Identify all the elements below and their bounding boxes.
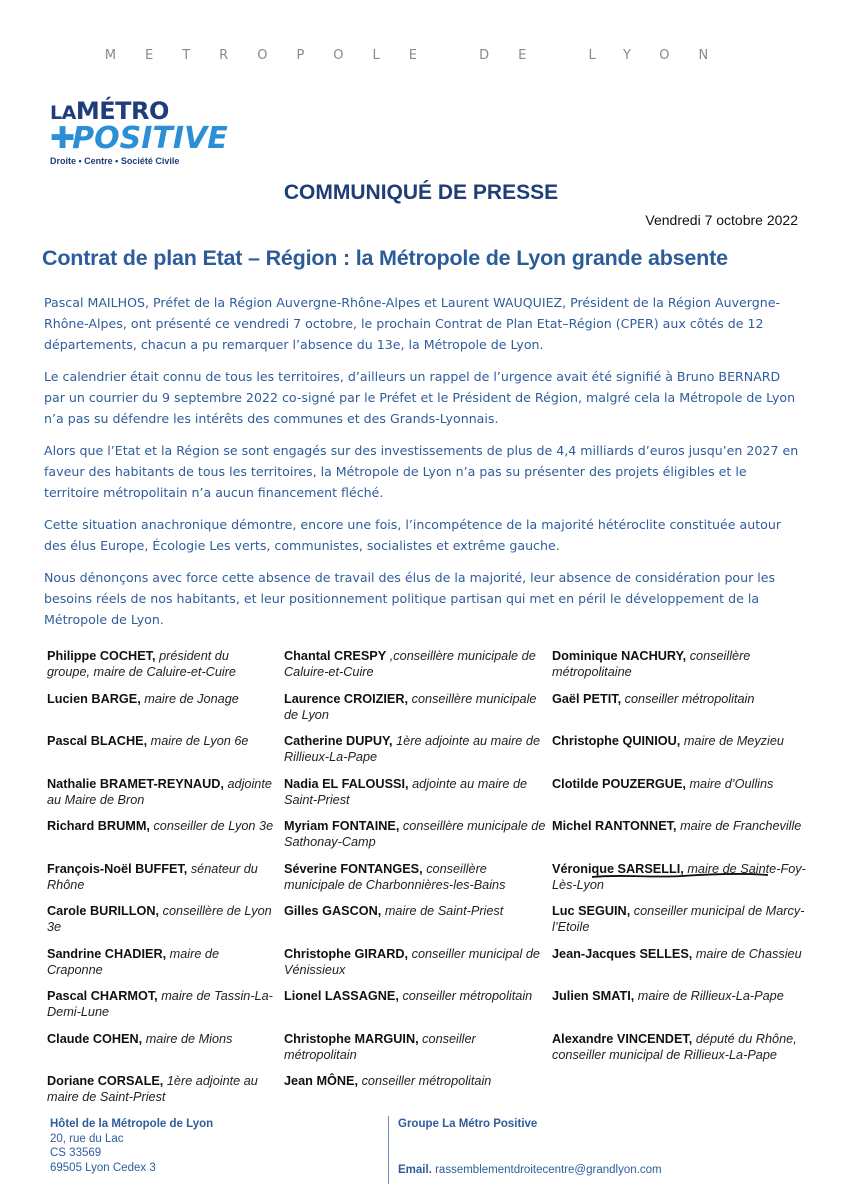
signatory-name: Doriane CORSALE, <box>47 1074 164 1088</box>
signatory <box>284 1031 546 1074</box>
signatories-column-1 <box>47 648 275 1116</box>
date: Vendredi 7 octobre 2022 <box>645 212 798 228</box>
signatory <box>47 1073 275 1116</box>
signatory-name: Gilles GASCON, <box>284 904 382 918</box>
signatory <box>284 818 546 861</box>
signatory <box>47 903 275 946</box>
signatory <box>284 903 546 946</box>
signatory <box>284 691 546 734</box>
top-line: METROPOLE DE LYON <box>104 48 738 63</box>
signatory <box>47 946 275 989</box>
signatory <box>47 776 275 819</box>
address-line: 69505 Lyon Cedex 3 <box>50 1161 156 1174</box>
signatory <box>284 861 546 904</box>
signatory <box>552 903 810 946</box>
signatory-name: Jean MÔNE, <box>284 1074 359 1088</box>
signatory-role: maire de Rillieux-La-Pape <box>637 989 784 1003</box>
signatory-name: Laurence CROIZIER, <box>284 691 409 706</box>
signatory-role: 1ère adjointe au maire de Saint-Priest <box>47 1074 258 1104</box>
signatory <box>47 691 275 734</box>
footer-address <box>50 1117 213 1175</box>
signatory-role: maire de Sainte-Foy-Lès-Lyon <box>552 861 806 892</box>
signatories-column-3 <box>552 648 810 1073</box>
signatory-role: conseiller municipal de Vénissieux <box>284 946 540 977</box>
signatory <box>284 1073 546 1116</box>
signatory <box>552 691 810 734</box>
signatory-role: maire de Chassieu <box>695 946 802 961</box>
signatory-role: conseiller métropolitain <box>402 989 533 1003</box>
signatory-name: Christophe GIRARD, <box>284 946 409 961</box>
signatory <box>284 776 546 819</box>
address-line: 20, rue du Lac <box>50 1132 124 1145</box>
signatory-role: conseiller de Lyon 3e <box>153 819 274 833</box>
paragraph: Nous dénonçons avec force cette absence de travail des élus de la majorité, leur absence de considération pour les besoins réels de nos habitants, et leur positionnement politique partisan qui met en péril le développement de la Métropole de Lyon. <box>44 570 776 627</box>
signatory-name: Lucien BARGE, <box>47 691 141 706</box>
signatory-role: maire de Meyzieu <box>683 734 784 748</box>
signatory-role: maire d’Oullins <box>689 776 774 791</box>
signatory <box>47 988 275 1031</box>
signatory-name: Carole BURILLON, <box>47 904 160 918</box>
signatory <box>284 648 546 691</box>
signatory <box>552 733 810 776</box>
footer-group <box>398 1117 662 1176</box>
signatory-name: Sandrine CHADIER, <box>47 946 167 961</box>
signatory-role: maire de Jonage <box>144 691 239 706</box>
signatory-name: Richard BRUMM, <box>47 819 150 833</box>
signatory-role: adjointe au maire de Saint-Priest <box>284 776 528 807</box>
signatory-name: Philippe COCHET, <box>47 649 156 663</box>
signatory-name: Pascal BLACHE, <box>47 734 148 748</box>
signatory <box>47 1031 275 1074</box>
signatory-name: Pascal CHARMOT, <box>47 989 158 1003</box>
logo-subtitle: ✚POSITIVE <box>50 121 228 156</box>
signatory-name: Julien SMATI, <box>552 989 635 1003</box>
signatory-role: maire de Tassin-La-Demi-Lune <box>47 989 273 1019</box>
signatories-column-2 <box>284 648 546 1116</box>
signatory-role: député du Rhône, conseiller municipal de Rillieux-La-Pape <box>552 1031 797 1062</box>
signatory-name: Claude COHEN, <box>47 1031 143 1046</box>
signatory-name: Nadia EL FALOUSSI, <box>284 776 409 791</box>
paragraph: Cette situation anachronique démontre, encore une fois, l’incompétence de la majorité hétéroclite constituée autour des élus Europe, Écologie Les verts, communistes, socialistes et extrême gauche. <box>44 517 781 553</box>
signatory-name: Luc SEGUIN, <box>552 904 631 918</box>
signatory-role: maire de Craponne <box>47 946 220 977</box>
signatory-role: sénateur du Rhône <box>47 861 258 892</box>
signatory-name: Jean-Jacques SELLES, <box>552 946 693 961</box>
signatory-name: Catherine DUPUY, <box>284 734 393 748</box>
logo-tagline: Droite • Centre • Société Civile <box>50 156 180 166</box>
signatory <box>552 988 810 1031</box>
signatory-name: Dominique NACHURY, <box>552 649 687 663</box>
signatory-role: conseillère municipale de Sathonay-Camp <box>284 819 546 849</box>
signatory-role: ,conseillère municipale de Caluire-et-Cuire <box>284 649 536 679</box>
signatory-role: maire de Lyon 6e <box>150 734 249 748</box>
footer-left-title: Hôtel de la Métropole de Lyon <box>50 1118 214 1130</box>
signatory-name: Alexandre VINCENDET, <box>552 1031 693 1046</box>
signatory <box>284 988 546 1031</box>
signatory-name: Gaël PETIT, <box>552 691 622 706</box>
paragraph: Alors que l’Etat et la Région se sont engagés sur des investissements de plus de 4,4 milliards d’euros jusqu’en 2027 en faveur des habitants de tous les territoires, la Métropole de Lyon n’a pas su présenter des projets éligibles et le territoire métropolitain n’a aucun financement fléché. <box>44 443 799 500</box>
signatory-role: conseillère municipale de Lyon <box>284 691 537 722</box>
signatory-name: François-Noël BUFFET, <box>47 861 188 876</box>
paragraph: Pascal MAILHOS, Préfet de la Région Auvergne-Rhône-Alpes et Laurent WAUQUIEZ, Président de la Région Auvergne-Rhône-Alpes, ont présenté ce vendredi 7 octobre, le prochain Contrat de Plan Etat–Région (CPER) aux côtés de 12 départements, chacun a pu remarquer l’absence du 13e, la Métropole de Lyon. <box>44 295 781 352</box>
signatory-name: Myriam FONTAINE, <box>284 819 400 833</box>
signatory-name: Chantal CRESPY <box>284 649 387 663</box>
footer-divider <box>388 1116 389 1184</box>
signatory-role: conseillère municipale de Charbonnières-les-Bains <box>284 861 506 892</box>
address-line: CS 33569 <box>50 1147 102 1159</box>
email-link[interactable]: rassemblementdroitecentre@grandlyon.com <box>435 1164 662 1176</box>
signatory-role: conseiller municipal de Marcy-l’Etoile <box>552 904 805 934</box>
signatory <box>552 776 810 819</box>
signatory-name: Nathalie BRAMET-REYNAUD, <box>47 776 224 791</box>
signatory <box>552 1031 810 1074</box>
signatory-role: adjointe au Maire de Bron <box>47 776 272 807</box>
signatory-name: Séverine FONTANGES, <box>284 861 423 876</box>
signatory-role: conseiller métropolitain <box>624 691 755 706</box>
signatory <box>552 818 810 861</box>
logo <box>50 98 228 166</box>
body-text <box>44 292 804 641</box>
paragraph: Le calendrier était connu de tous les territoires, d’ailleurs un rappel de l’urgence avait été signifié à Bruno BERNARD par un courrier du 9 septembre 2022 co-signé par le Préfet et le Président de Région, malgré cela la Métropole de Lyon n’a pas su défendre les intérêts des communes et des Grands-Lyonnais. <box>44 369 796 426</box>
signatory-name: Véronique SARSELLI, <box>552 861 684 876</box>
signatory-role: conseillère métropolitaine <box>552 649 751 679</box>
email-line: Email. rassemblementdroitecentre@grandlyon.com <box>398 1164 662 1176</box>
signatory <box>552 861 810 904</box>
signatory-name: Christophe MARGUIN, <box>284 1031 419 1046</box>
signatory-name: Lionel LASSAGNE, <box>284 989 399 1003</box>
signatory-name: Clotilde POUZERGUE, <box>552 776 686 791</box>
signatory <box>47 733 275 776</box>
signatory-role: conseiller métropolitain <box>284 1031 476 1062</box>
signatory-role: président du groupe, maire de Caluire-et-Cuire <box>47 649 236 679</box>
signatory-role: maire de Francheville <box>680 819 802 833</box>
signatory-name: Michel RANTONNET, <box>552 819 677 833</box>
signatory-role: conseillère de Lyon 3e <box>47 904 272 934</box>
signatory-role: maire de Saint-Priest <box>384 904 504 918</box>
signatory <box>47 648 275 691</box>
signatory <box>47 861 275 904</box>
headline: Contrat de plan Etat – Région : la Métropole de Lyon grande absente <box>42 246 728 270</box>
signatory <box>552 946 810 989</box>
signatory-role: 1ère adjointe au maire de Rillieux-La-Pape <box>284 734 540 764</box>
signatory <box>284 946 546 989</box>
signatory-role: maire de Mions <box>145 1031 233 1046</box>
plus-icon: ✚ <box>50 121 76 156</box>
signatory-role: conseiller métropolitain <box>361 1074 492 1088</box>
signatory <box>47 818 275 861</box>
signatory-name: Christophe QUINIOU, <box>552 734 681 748</box>
signatory <box>552 648 810 691</box>
signatory <box>284 733 546 776</box>
press-label: COMMUNIQUÉ DE PRESSE <box>283 181 559 204</box>
footer-right-title: Groupe La Métro Positive <box>398 1118 538 1130</box>
logo-title: LAMÉTRO <box>50 97 169 125</box>
